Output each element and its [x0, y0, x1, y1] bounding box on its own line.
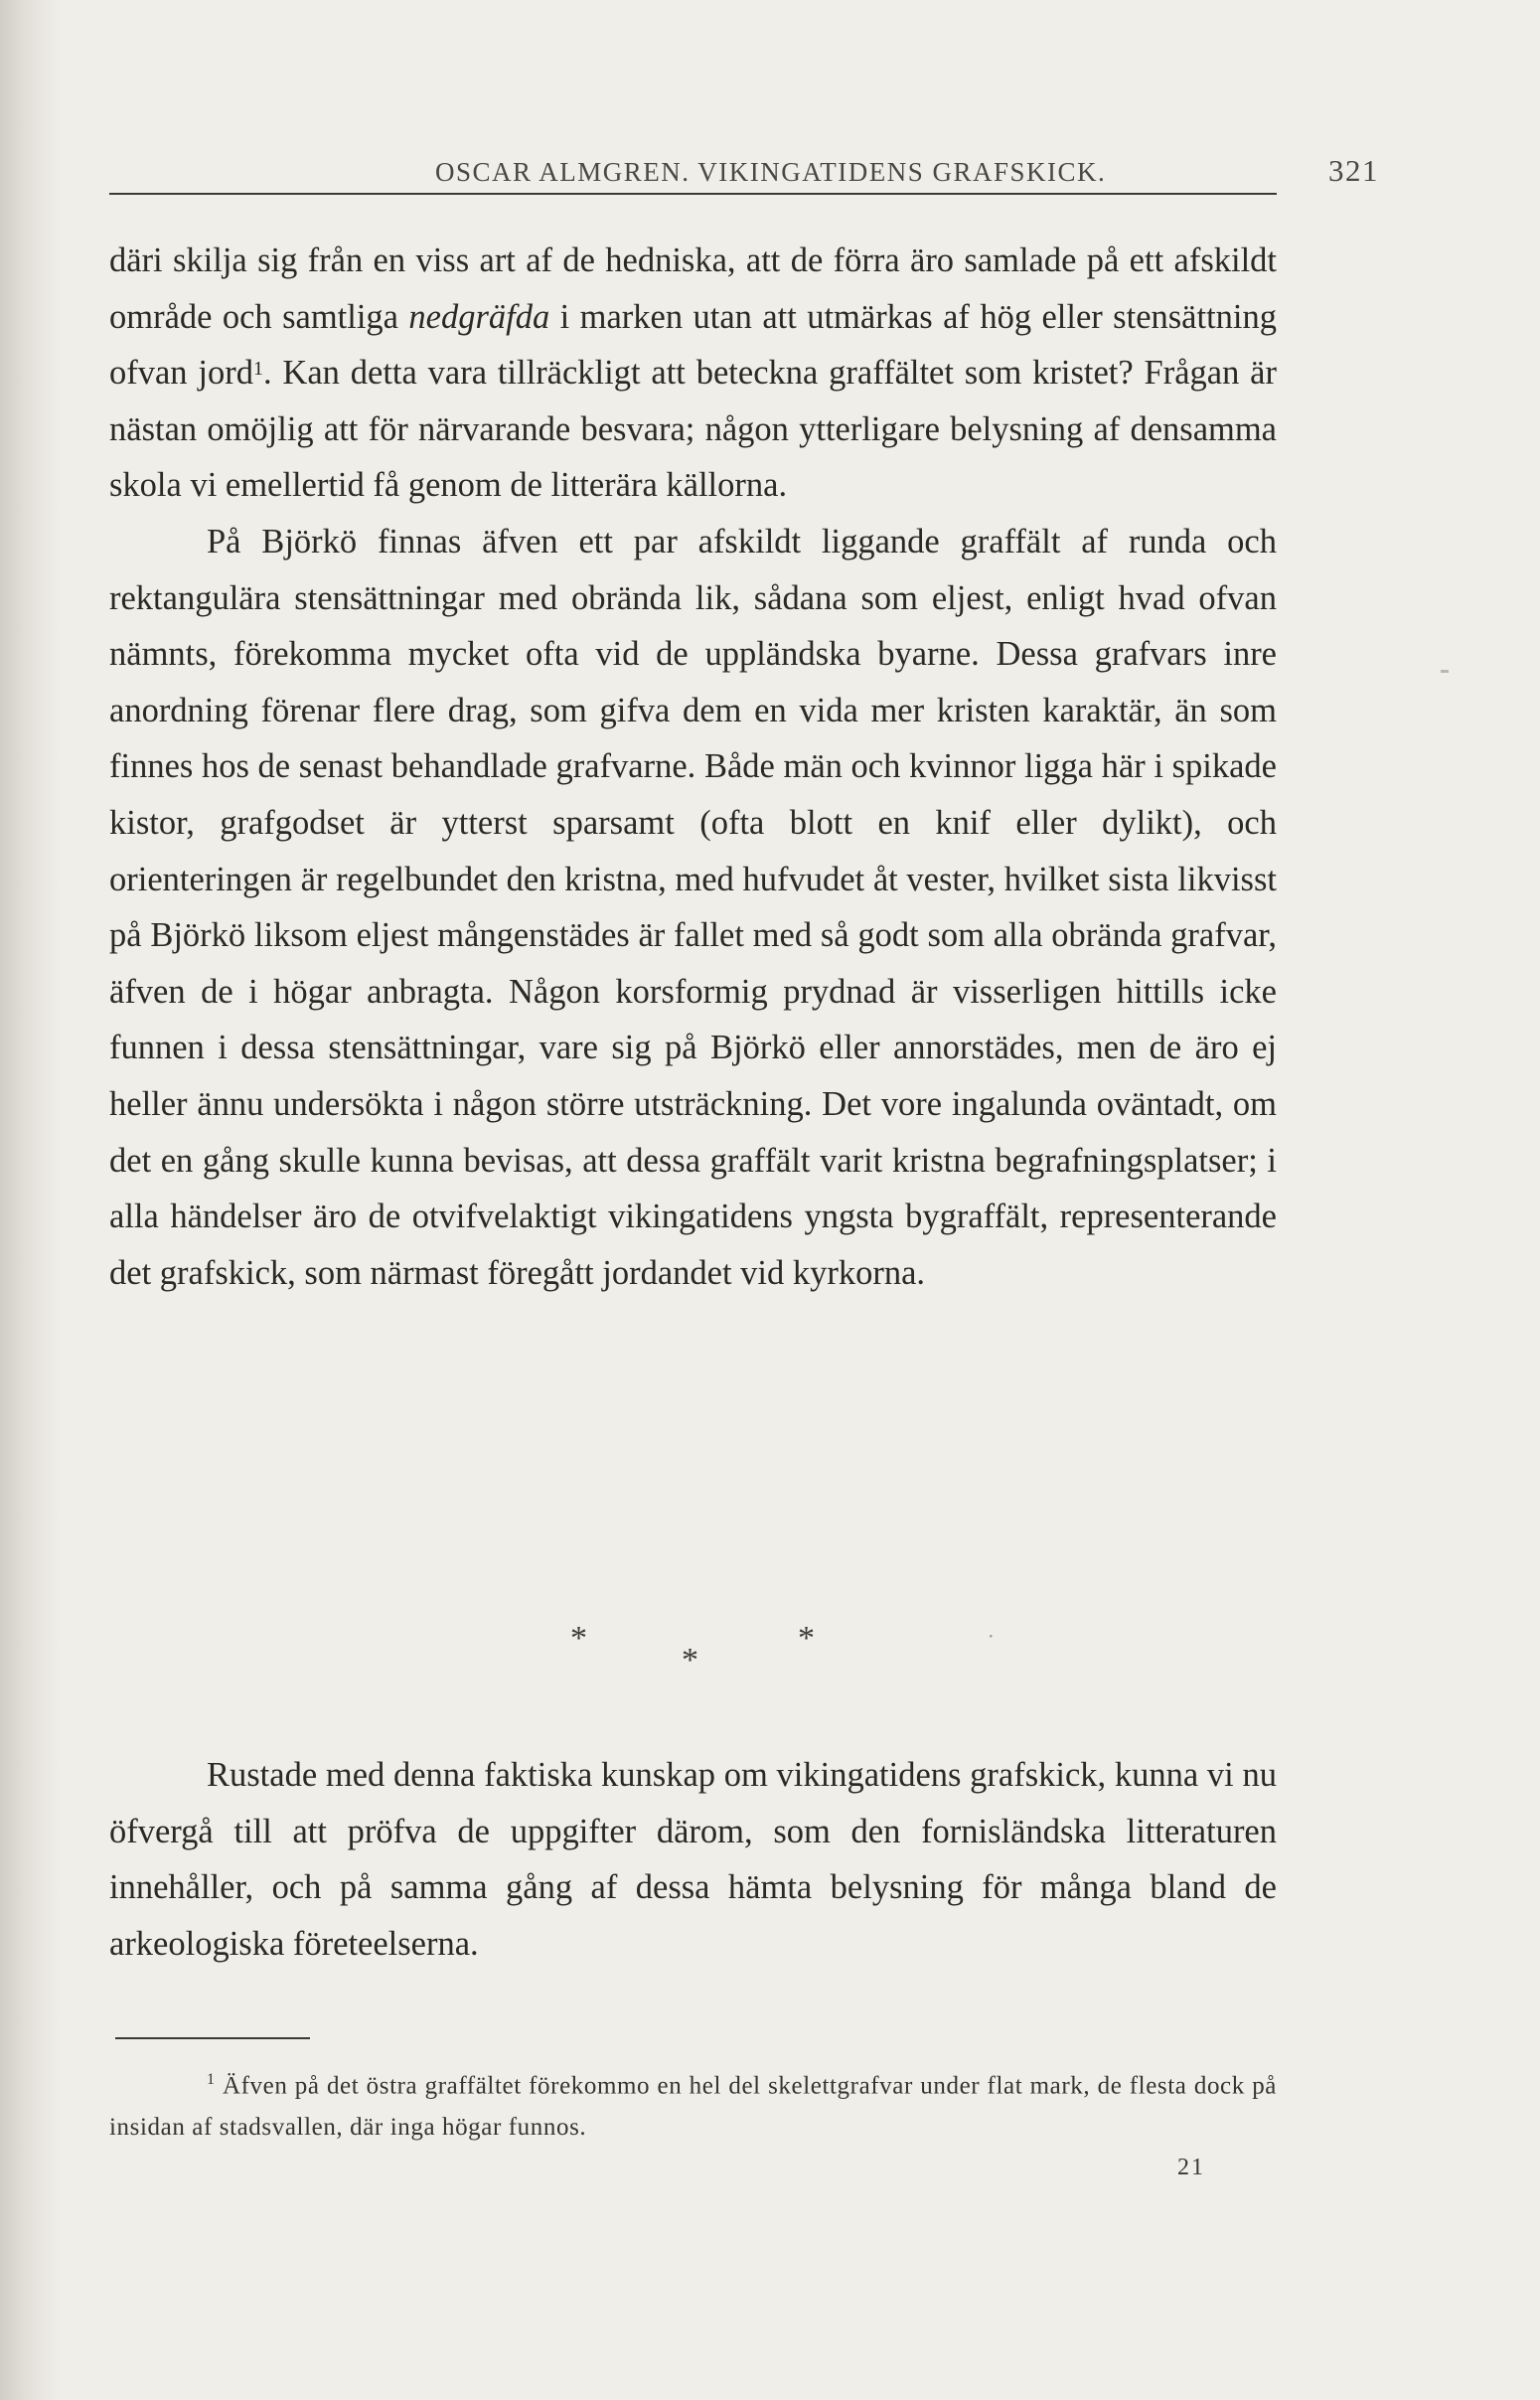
footnote-reference[interactable]: 1: [252, 358, 263, 381]
page-edge-shadow: [0, 0, 60, 2400]
margin-speck: [1441, 670, 1449, 673]
running-head: [308, 149, 1379, 193]
paragraph-continued: [109, 233, 1277, 514]
text-run: i marken utan att utmärkas af hög eller stensättning ofvan jord: [109, 297, 1278, 393]
footnote-body: Äfven på det östra graffältet förekommo en hel del skelettgrafvar under flat mark, de flesta dock på insidan af stadsvallen, där inga högar funnos.: [109, 2072, 1277, 2142]
footnote-text: [109, 2059, 1277, 2149]
text-run: . Kan detta vara tillräckligt att beteckna graffältet som kristet? Frågan är nästan omöjlig att för närvarande besvara; någon ytterligare belysning af densamma skola vi emellertid få genom de litterära källorna.: [109, 354, 1277, 505]
text-run: däri skilja sig från en viss art af de hedniska, att de förra äro samlade på ett afskildt område och samtliga: [109, 241, 1277, 336]
footnote-mark: 1: [207, 2071, 216, 2088]
footnote: [109, 2059, 1277, 2149]
paragraph: Rustade med denna faktiska kunskap om vikingatidens grafskick, kunna vi nu öfvergå till att pröfva de uppgifter därom, som den fornisländska litteraturen innehåller, och på samma gång af dessa hämta belysning för många bland de arkeologiska företeelserna.: [109, 1756, 1277, 1963]
emphasized-word: nedgräfda: [408, 297, 550, 336]
page-number: 321: [1328, 153, 1379, 188]
paragraph: På Björkö finnas äfven ett par afskildt liggande graffält af runda och rektangulära stensättningar med obrända lik, sådana som eljest, enligt hvad ofvan nämnts, förekomma mycket ofta vid de uppländska byarne. Dessa grafvars inre anordning förenar flere drag, som gifva dem en vida mer kristen karaktär, än som finnes hos de senast behandlade grafvarne. Både män och kvinnor ligga här i spikade kistor, grafgodset är ytterst sparsamt (ofta blott en knif eller dylikt), och orienteringen är regelbundet den kristna, med hufvudet åt vester, hvilket sista likvisst på Björkö liksom eljest mångenstädes är fallet med så godt som alla obrända grafvar, äfven de i högar anbragta. Någon korsformig prydnad är visserligen hittills icke funnen i dessa stensättningar, vare sig på Björkö eller annorstädes, men de äro ej heller ännu undersökta i någon större utsträckning. Det vore ingalunda oväntadt, om det en gång skulle kunna bevisas, att dessa graffält varit kristna begrafningsplatser; i alla händelser äro de otvifvelaktigt vikingatidens yngsta bygraffält, representerande det grafskick, som närmast föregått jordandet vid kyrkorna.: [109, 522, 1277, 1292]
header-rule: [109, 193, 1277, 195]
running-head-title: OSCAR ALMGREN. VIKINGATIDENS GRAFSKICK.: [435, 157, 1107, 187]
body-text: [109, 233, 1277, 1301]
book-page: [109, 149, 1379, 2355]
asterisk: *: [570, 1620, 587, 1657]
body-text-section-2: [109, 1747, 1277, 1972]
footnote-rule: [115, 2037, 310, 2039]
section-break-asterism: [109, 1620, 1277, 1699]
asterisk: *: [798, 1620, 815, 1657]
printer-signature-mark: 21: [1177, 2155, 1205, 2180]
stray-dot: ·: [988, 1626, 995, 1648]
asterisk: *: [682, 1642, 698, 1679]
